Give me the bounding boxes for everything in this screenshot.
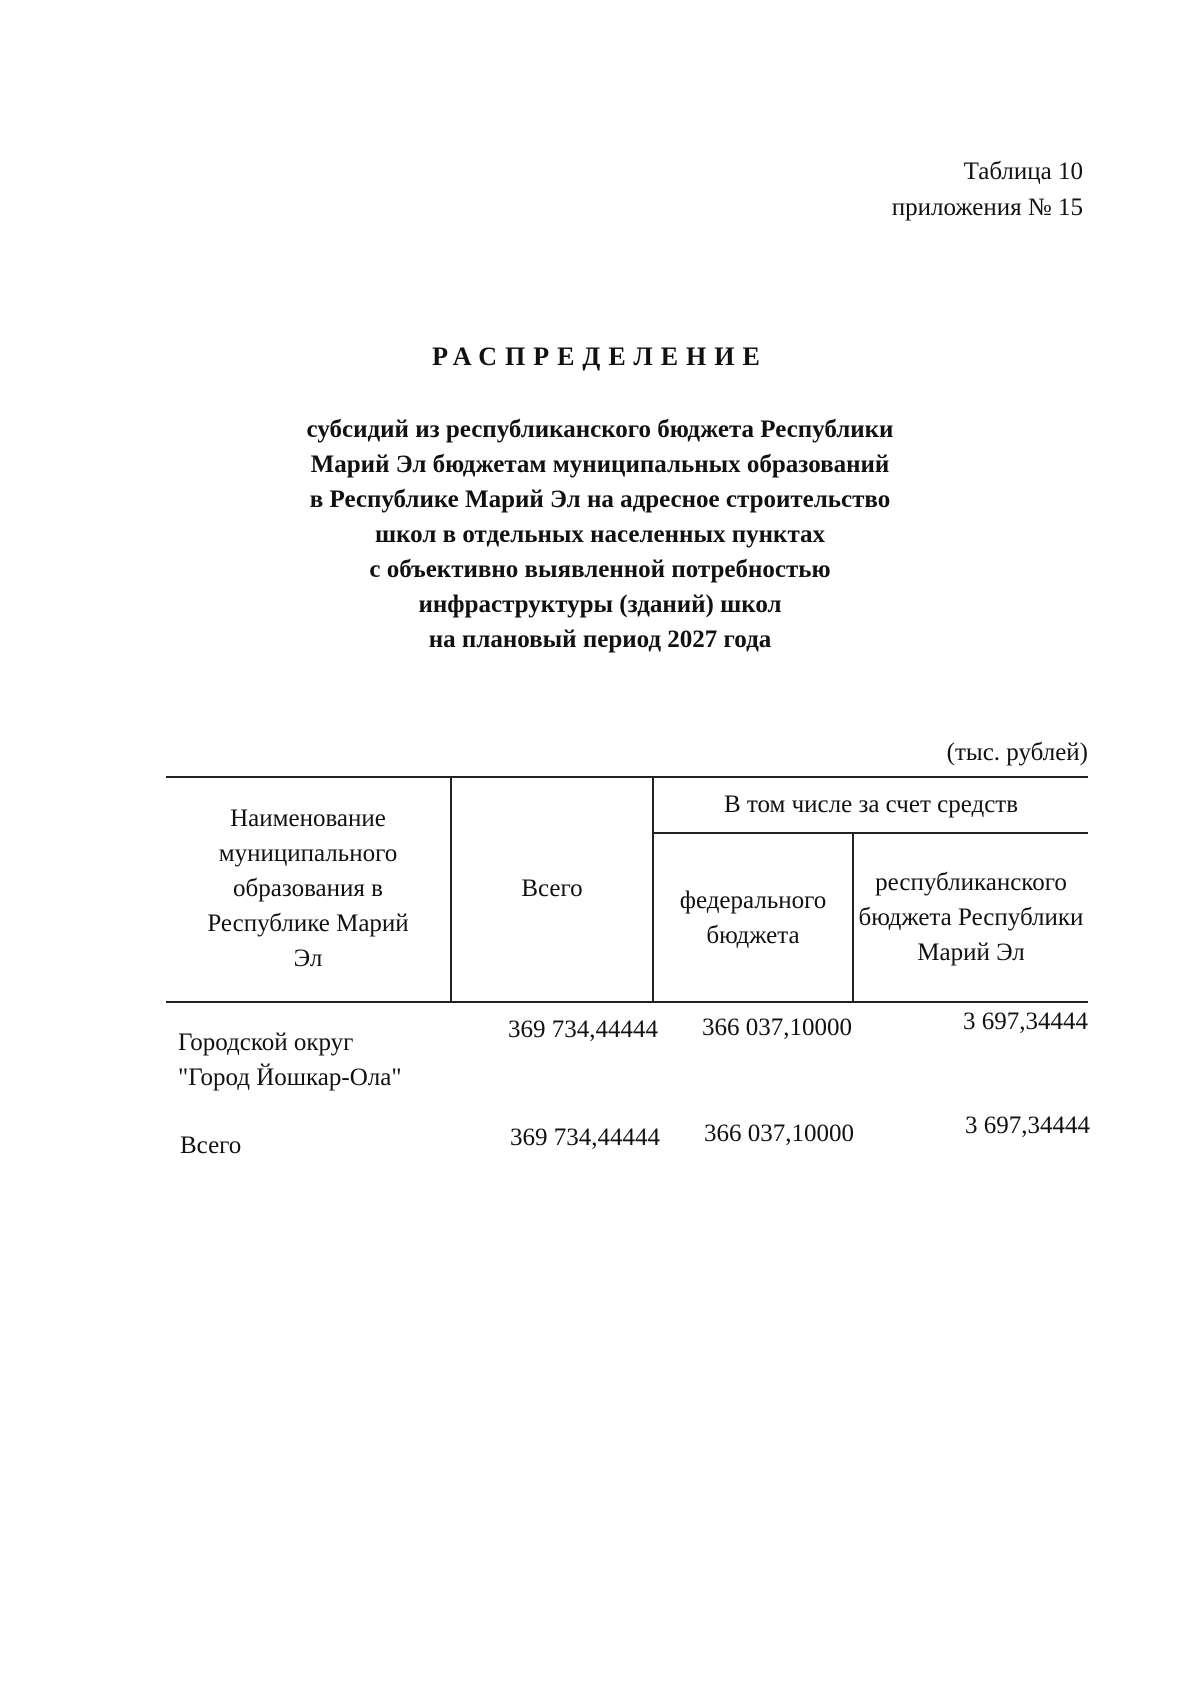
subtitle-line: Марий Эл бюджетам муниципальных образований (310, 451, 890, 478)
units-label: (тыс. рублей) (946, 739, 1088, 766)
header-total: Всего (521, 875, 583, 902)
subtitle-line: инфраструктуры (зданий) школ (418, 591, 782, 618)
header-including: В том числе за счет средств (723, 790, 1019, 818)
subtitle-line: субсидий из республиканского бюджета Республики (306, 416, 894, 443)
header-bottom-rule (166, 1001, 1088, 1003)
document-heading: РАСПРЕДЕЛЕНИЕ (432, 342, 768, 371)
table-row-federal: 366 037,10000 (702, 1014, 852, 1041)
table-row-name: Городской округ "Город Йошкар-Ола" (178, 1029, 402, 1091)
subtitle-line: школ в отдельных населенных пунктах (374, 521, 826, 548)
table-total-republic: 3 697,34444 (965, 1112, 1090, 1139)
document-subtitle (0, 412, 1200, 657)
table-total-total: 369 734,44444 (510, 1124, 660, 1151)
header-republic: республиканского бюджета Республики Марий Эл (858, 869, 1084, 966)
annex-reference (892, 154, 1083, 226)
header-name: Наименование муниципального образования в Республике Марий Эл (207, 805, 409, 972)
subtitle-line: с объективно выявленной потребностью (369, 556, 831, 583)
distribution-table (166, 776, 1088, 1001)
header-federal: федерального бюджета (679, 886, 827, 949)
table-row-republic: 3 697,34444 (963, 1008, 1088, 1035)
subtitle-line: на плановый период 2027 года (428, 626, 772, 653)
table-number: Таблица 10 (963, 158, 1083, 185)
subtitle-line: в Республике Марий Эл на адресное строительство (309, 486, 891, 513)
annex-number: приложения № 15 (891, 194, 1083, 221)
table-row-total: 369 734,44444 (508, 1016, 658, 1043)
table-total-federal: 366 037,10000 (704, 1120, 854, 1147)
table-total-label: Всего (180, 1132, 242, 1159)
